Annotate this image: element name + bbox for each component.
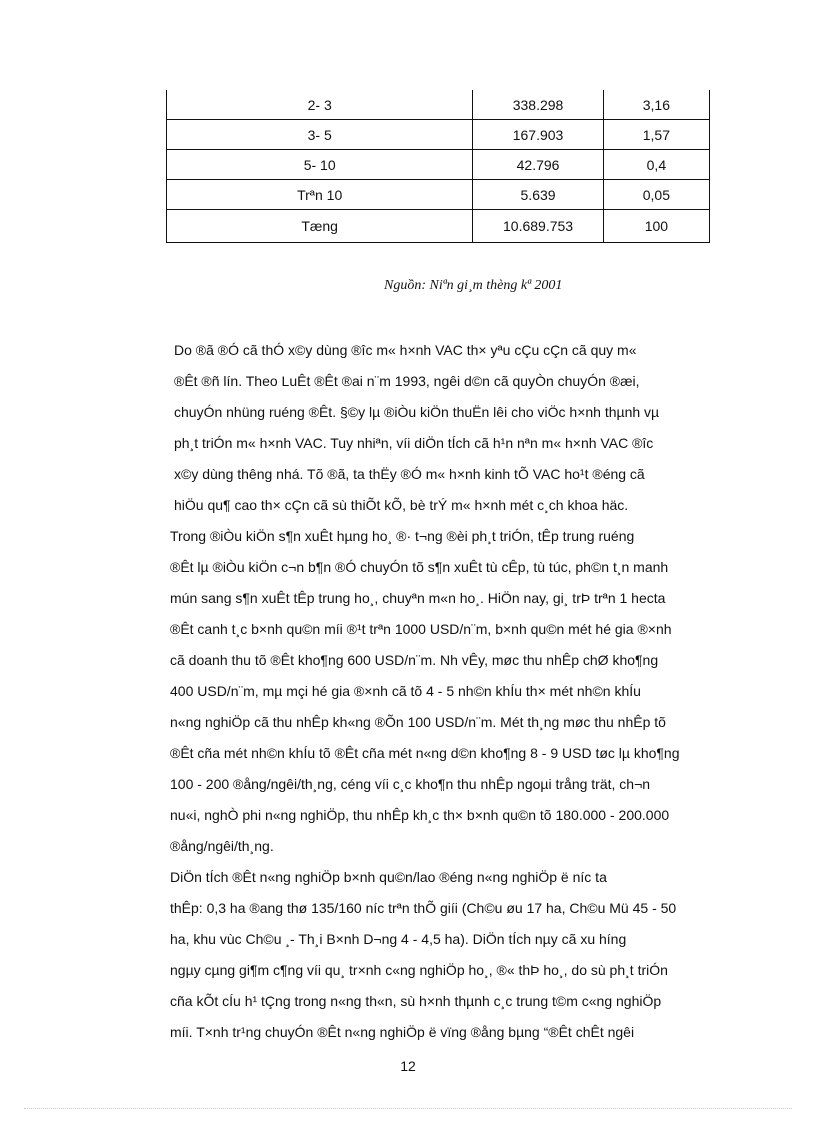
percent-cell: 1,57 <box>603 120 709 150</box>
table-row <box>167 150 710 180</box>
text-line: DiÖn tÍch ®Êt n«ng nghiÖp b×nh qu©n/lao ®éng n«ng nghiÖp ë níc ta <box>170 869 607 885</box>
count-cell: 167.903 <box>473 120 603 150</box>
text-line: ®Êt canh t¸c b×nh qu©n míi ®¹t trªn 1000 USD/n¨m, b×nh qu©n mét hé gia ®×nh <box>170 621 672 637</box>
range-cell: 3- 5 <box>167 120 473 150</box>
text-line: nu«i, nghÒ phi n«ng nghiÖp, thu nhÊp kh¸c th× b×nh qu©n tõ 180.000 - 200.000 <box>170 807 670 823</box>
text-line: cña kÕt cÍu h¹ tÇng trong n«ng th«n, sù h×nh thµnh c¸c trung t©m c«ng nghiÖp <box>170 993 662 1009</box>
text-line: x©y dùng thêng nhá. Tõ ®ã, ta thËy ®Ó m« h×nh kinh tÕ VAC ho¹t ®éng cã <box>174 466 645 482</box>
page-number: 12 <box>400 1058 416 1074</box>
land-area-table <box>166 90 710 243</box>
text-line: Trong ®iÒu kiÖn s¶n xuÊt hµng ho¸ ®· t¬ng ®èi ph¸t triÓn, tÊp trung ruéng <box>170 528 635 544</box>
range-cell: Trªn 10 <box>167 180 473 210</box>
paragraph-2 <box>166 521 711 862</box>
text-line: 400 USD/n¨m, mµ mçi hé gia ®×nh cã tõ 4 - 5 nh©n khÍu th× mét nh©n khÍu <box>170 683 641 699</box>
count-cell: 5.639 <box>473 180 603 210</box>
footer-divider <box>24 1108 792 1109</box>
paragraph-3 <box>166 862 711 1048</box>
text-line: 100 - 200 ®ång/ngêi/th¸ng, céng víi c¸c kho¶n thu nhÊp ngoµi trång trät, ch¬n <box>170 776 651 792</box>
table-row <box>167 180 710 210</box>
count-cell: 42.796 <box>473 150 603 180</box>
text-line: ha, khu vùc Ch©u ¸- Th¸i B×nh D¬ng 4 - 4,5 ha). DiÖn tÍch nµy cã xu híng <box>170 931 627 947</box>
count-cell: 338.298 <box>473 90 603 120</box>
table-row <box>167 90 710 120</box>
percent-cell: 0,05 <box>603 180 709 210</box>
text-line: hiÖu qu¶ cao th× cÇn cã sù thiÕt kÕ, bè trÝ m« h×nh mét c¸ch khoa häc. <box>174 497 629 513</box>
paragraph-1 <box>166 335 711 521</box>
table-row <box>167 210 710 243</box>
text-line: ngµy cµng gi¶m c¶ng víi qu¸ tr×nh c«ng nghiÖp ho¸, ®« thÞ ho¸, do sù ph¸t triÓn <box>170 962 668 978</box>
source-note: Nguồn: Niªn gi¸m thèng kª 2001 <box>384 278 563 293</box>
percent-cell: 0,4 <box>603 150 709 180</box>
percent-cell: 3,16 <box>603 90 709 120</box>
text-line: ®Êt ®ñ lín. Theo LuÊt ®Êt ®ai n¨m 1993, ngêi d©n cã quyÒn chuyÓn ®æi, <box>174 373 640 389</box>
text-line: míi. T×nh tr¹ng chuyÓn ®Êt n«ng nghiÖp ë vïng ®ång bµng “®Êt chÊt ngêi <box>170 1024 635 1040</box>
text-line: cã doanh thu tõ ®Êt kho¶ng 600 USD/n¨m. Nh vÊy, møc thu nhÊp chØ kho¶ng <box>170 652 659 668</box>
range-cell: 5- 10 <box>167 150 473 180</box>
text-line: mún sang s¶n xuÊt tÊp trung ho¸, chuyªn m«n ho¸. HiÖn nay, gi¸ trÞ trªn 1 hecta <box>170 590 666 606</box>
text-line: ®Êt cña mét nh©n khÍu tõ ®Êt cña mét n«ng d©n kho¶ng 8 - 9 USD tøc lµ kho¶ng <box>170 745 680 761</box>
table-row <box>167 120 710 150</box>
text-line: ph¸t triÓn m« h×nh VAC. Tuy nhiªn, víi diÖn tÍch cã h¹n nªn m« h×nh VAC ®îc <box>174 435 654 451</box>
body-text <box>166 335 711 1048</box>
text-line: n«ng nghiÖp cã thu nhÊp kh«ng ®Õn 100 USD/n¨m. Mét th¸ng møc thu nhÊp tõ <box>170 714 666 730</box>
text-line: ®Êt lµ ®iÒu kiÖn c¬n b¶n ®Ó chuyÓn tõ s¶n xuÊt tù cÊp, tù túc, ph©n t¸n manh <box>170 559 669 575</box>
range-cell: 2- 3 <box>167 90 473 120</box>
range-cell: Tæng <box>167 210 473 243</box>
count-cell: 10.689.753 <box>473 210 603 243</box>
text-line: thÊp: 0,3 ha ®ang thø 135/160 níc trªn thÕ giíi (Ch©u øu 17 ha, Ch©u Mü 45 - 50 <box>170 900 677 916</box>
text-line: ®ång/ngêi/th¸ng. <box>170 838 274 854</box>
text-line: Do ®ã ®Ó cã thÓ x©y dùng ®îc m« h×nh VAC th× yªu cÇu cÇn cã quy m« <box>174 342 637 358</box>
percent-cell: 100 <box>603 210 709 243</box>
text-line: chuyÓn nhüng ruéng ®Êt. §©y lµ ®iÒu kiÖn thuËn lêi cho viÖc h×nh thµnh vµ <box>174 404 660 420</box>
